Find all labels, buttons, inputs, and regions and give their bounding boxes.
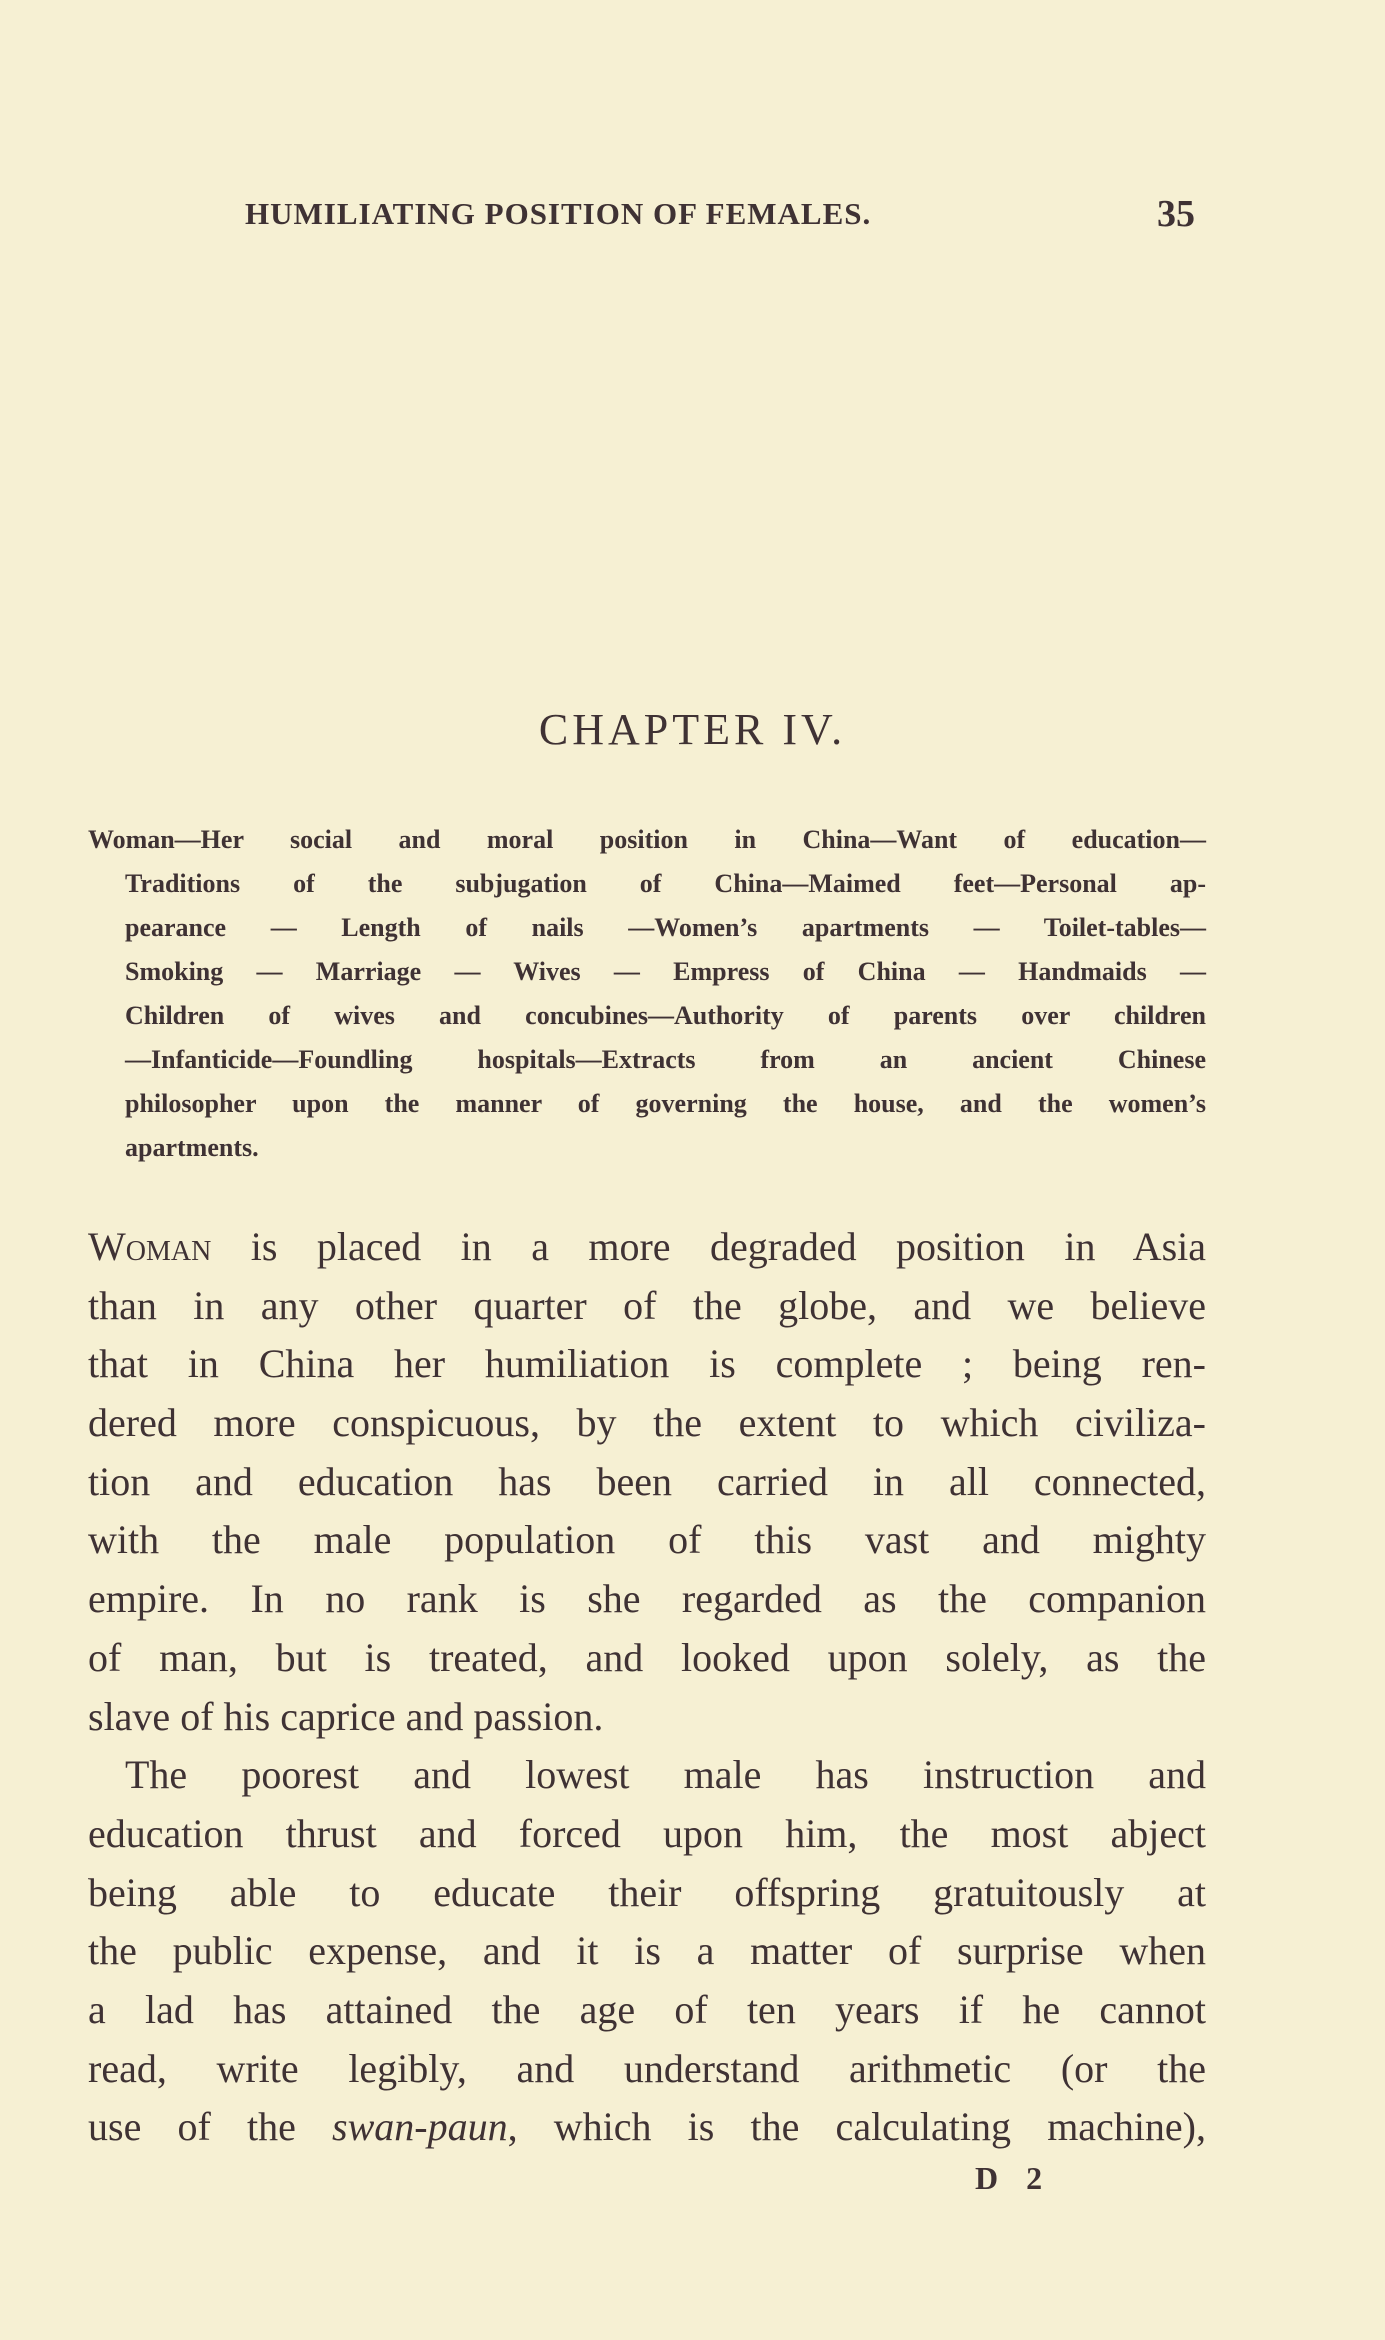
summary-line: Woman—Her social and moral position in China—Want of education— — [88, 825, 1206, 854]
body-line-text: is placed in a more degraded position in Asia — [211, 1224, 1206, 1269]
summary-line: Smoking — Marriage — Wives — Empress of China — Handmaids — — [125, 957, 1206, 986]
chapter-title: CHAPTER IV. — [538, 705, 847, 754]
summary-line: Traditions of the subjugation of China—Maimed feet—Personal ap- — [125, 869, 1206, 898]
body-line: than in any other quarter of the globe, and we believe — [88, 1282, 1206, 1328]
body-line: of man, but is treated, and looked upon solely, as the — [88, 1634, 1206, 1680]
summary-line: —Infanticide—Foundling hospitals—Extracts from an ancient Chinese — [125, 1045, 1206, 1074]
body-line: dered more conspicuous, by the extent to which civiliza- — [88, 1400, 1206, 1446]
body-line: The poorest and lowest male has instruction and — [125, 1752, 1206, 1798]
running-head-title: HUMILIATING POSITION OF FEMALES. — [245, 196, 872, 231]
body-line: empire. In no rank is she regarded as the companion — [88, 1576, 1206, 1622]
body-line — [88, 1218, 1206, 1277]
page-number: 35 — [1157, 193, 1195, 235]
body-line-text: use of the — [88, 2104, 333, 2150]
chapter-summary — [88, 818, 1206, 1170]
italic-term: swan-paun — [332, 2104, 508, 2150]
body-line — [88, 2098, 1206, 2157]
body-line: that in China her humiliation is complete ; being ren- — [88, 1341, 1206, 1387]
body-line: slave of his caprice and passion. — [88, 1693, 604, 1739]
body-line: education thrust and forced upon him, the most abject — [88, 1810, 1206, 1856]
body-line: with the male population of this vast and mighty — [88, 1517, 1206, 1563]
running-head — [245, 193, 1195, 240]
body-line: a lad has attained the age of ten years if he cannot — [88, 1986, 1206, 2032]
summary-line: apartments. — [125, 1133, 259, 1162]
summary-line: Children of wives and concubines—Authority of parents over children — [125, 1001, 1206, 1030]
body-line: tion and education has been carried in all connected, — [88, 1458, 1206, 1504]
body-line-text: , which is the calculating machine), — [507, 2104, 1207, 2150]
signature-mark: D 2 — [975, 2160, 1053, 2196]
summary-line: pearance — Length of nails —Women’s apartments — Toilet-tables— — [125, 913, 1206, 942]
summary-line: philosopher upon the manner of governing the house, and the women’s — [125, 1089, 1206, 1118]
body-line: the public expense, and it is a matter of surprise when — [88, 1928, 1206, 1974]
body-line: read, write legibly, and understand arithmetic (or the — [88, 2045, 1206, 2091]
body-text — [88, 1218, 1206, 2157]
drop-word: Woman — [88, 1224, 212, 1269]
body-line: being able to educate their offspring gratuitously at — [88, 1869, 1206, 1915]
